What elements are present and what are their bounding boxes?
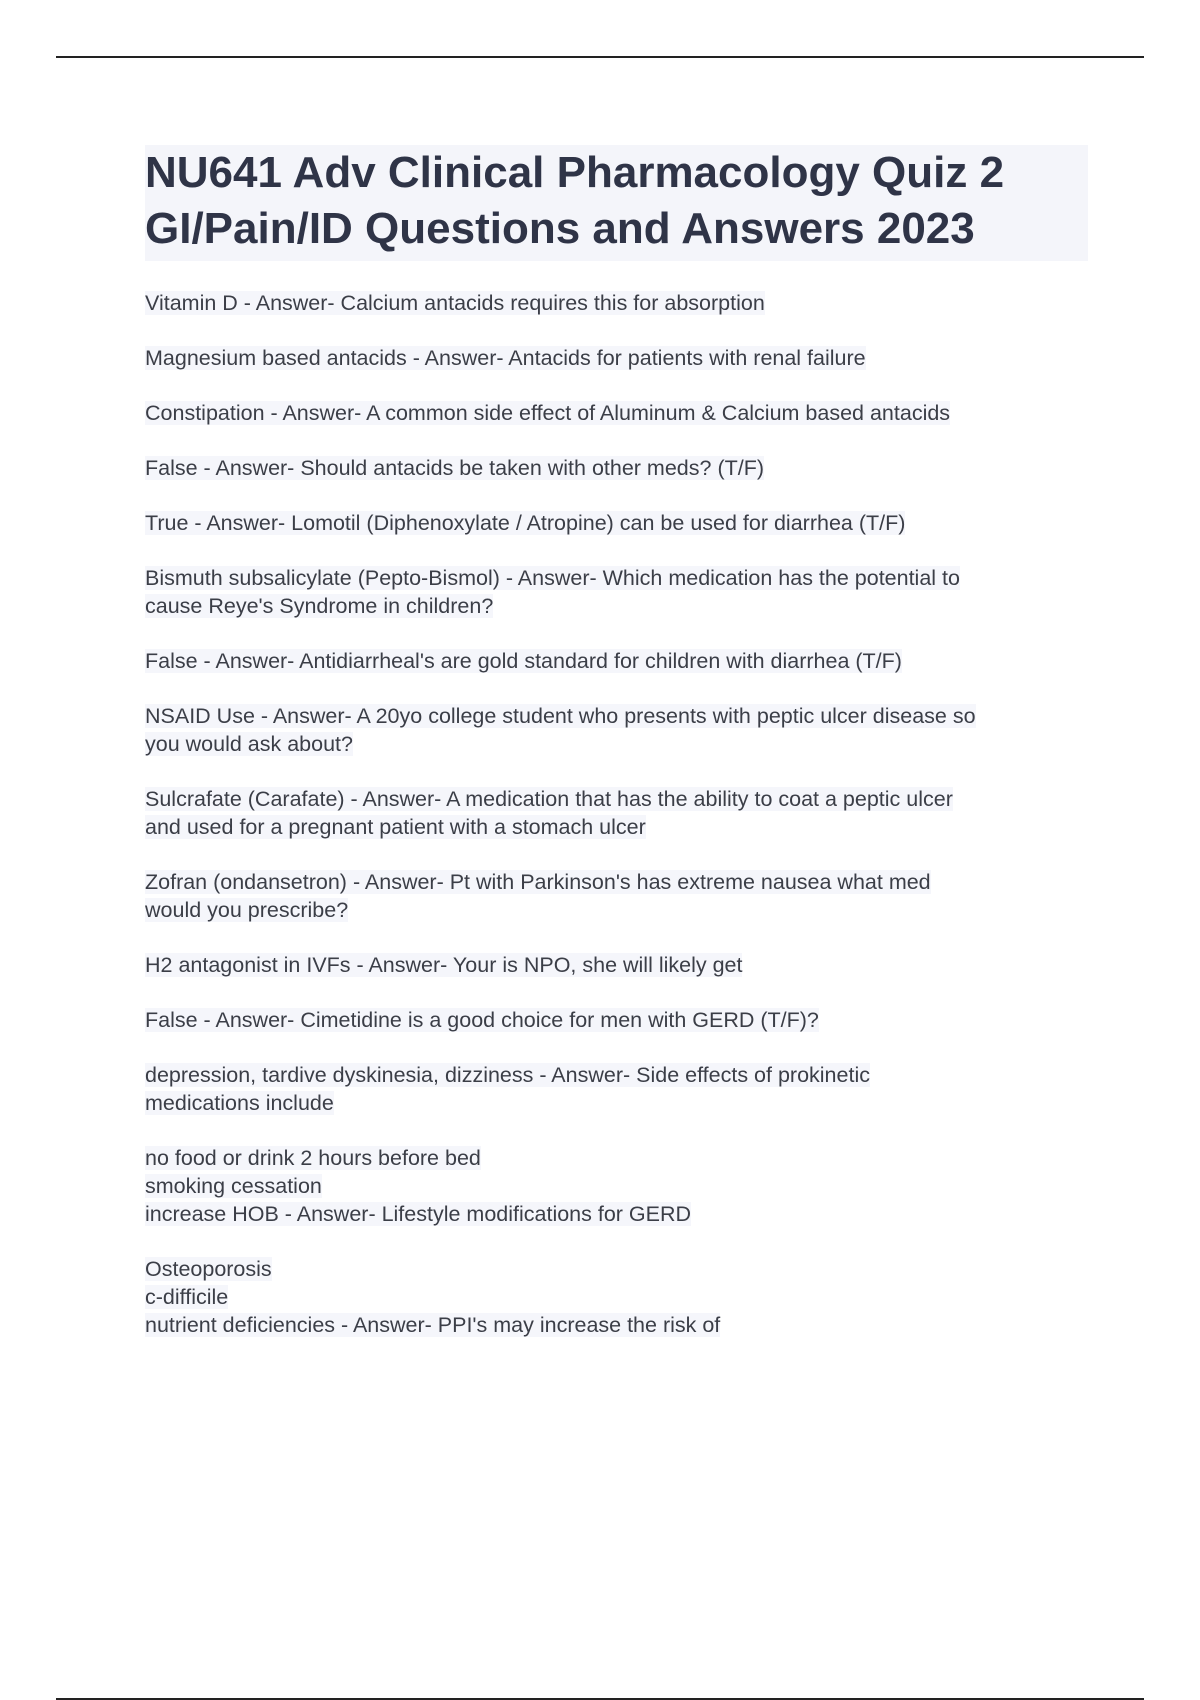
qa-line: False - Answer- Cimetidine is a good choice for men with GERD (T/F)? bbox=[145, 1008, 819, 1032]
qa-item bbox=[145, 868, 1088, 924]
qa-line: Constipation - Answer- A common side effect of Aluminum & Calcium based antacids bbox=[145, 401, 951, 425]
qa-line: you would ask about? bbox=[145, 732, 353, 756]
qa-item bbox=[145, 702, 1088, 758]
title-block bbox=[145, 145, 1088, 261]
qa-item bbox=[145, 454, 1088, 482]
qa-item bbox=[145, 1061, 1088, 1117]
qa-item bbox=[145, 509, 1088, 537]
qa-item bbox=[145, 951, 1088, 979]
qa-line: cause Reye's Syndrome in children? bbox=[145, 594, 494, 618]
qa-line: medications include bbox=[145, 1091, 334, 1115]
qa-item bbox=[145, 399, 1088, 427]
qa-item bbox=[145, 289, 1088, 317]
qa-line: Zofran (ondansetron) - Answer- Pt with Parkinson's has extreme nausea what med bbox=[145, 870, 931, 894]
qa-line: increase HOB - Answer- Lifestyle modifications for GERD bbox=[145, 1202, 692, 1226]
document-body bbox=[145, 145, 1088, 1366]
qa-line: smoking cessation bbox=[145, 1174, 322, 1198]
qa-line: Vitamin D - Answer- Calcium antacids requires this for absorption bbox=[145, 291, 765, 315]
qa-line: and used for a pregnant patient with a stomach ulcer bbox=[145, 815, 646, 839]
qa-line: Sulcrafate (Carafate) - Answer- A medication that has the ability to coat a peptic ulcer bbox=[145, 787, 953, 811]
qa-item bbox=[145, 1255, 1088, 1339]
document-title: NU641 Adv Clinical Pharmacology Quiz 2 GI/Pain/ID Questions and Answers 2023 bbox=[145, 148, 1005, 253]
qa-line: nutrient deficiencies - Answer- PPI's may increase the risk of bbox=[145, 1313, 721, 1337]
qa-line: True - Answer- Lomotil (Diphenoxylate / Atropine) can be used for diarrhea (T/F) bbox=[145, 511, 906, 535]
qa-list bbox=[145, 289, 1088, 1339]
qa-line: False - Answer- Should antacids be taken with other meds? (T/F) bbox=[145, 456, 764, 480]
qa-line: depression, tardive dyskinesia, dizziness - Answer- Side effects of prokinetic bbox=[145, 1063, 870, 1087]
qa-line: Osteoporosis bbox=[145, 1257, 272, 1281]
qa-item bbox=[145, 1144, 1088, 1228]
qa-item bbox=[145, 344, 1088, 372]
qa-item bbox=[145, 564, 1088, 620]
qa-line: False - Answer- Antidiarrheal's are gold standard for children with diarrhea (T/F) bbox=[145, 649, 902, 673]
qa-line: c-difficile bbox=[145, 1285, 229, 1309]
qa-line: Bismuth subsalicylate (Pepto-Bismol) - Answer- Which medication has the potential to bbox=[145, 566, 960, 590]
qa-line: no food or drink 2 hours before bed bbox=[145, 1146, 481, 1170]
qa-line: would you prescribe? bbox=[145, 898, 349, 922]
qa-line: H2 antagonist in IVFs - Answer- Your is NPO, she will likely get bbox=[145, 953, 743, 977]
qa-item bbox=[145, 1006, 1088, 1034]
top-rule bbox=[56, 56, 1144, 58]
qa-line: Magnesium based antacids - Answer- Antacids for patients with renal failure bbox=[145, 346, 866, 370]
qa-item bbox=[145, 785, 1088, 841]
qa-line: NSAID Use - Answer- A 20yo college student who presents with peptic ulcer disease so bbox=[145, 704, 976, 728]
qa-item bbox=[145, 647, 1088, 675]
